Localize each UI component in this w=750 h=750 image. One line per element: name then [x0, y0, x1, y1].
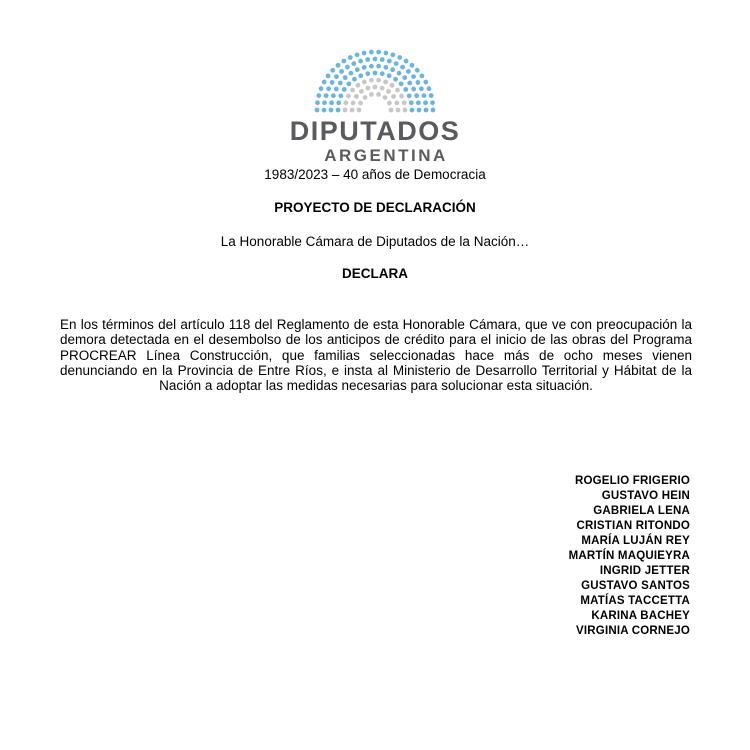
signatories-list	[569, 474, 690, 639]
signatory: KARINA BACHEY	[591, 610, 690, 622]
signatory: CRISTIAN RITONDO	[576, 520, 690, 532]
logo-country: ARGENTINA	[324, 146, 448, 165]
declaration-body: En los términos del artículo 118 del Reglamento de esta Honorable Cámara, que ve con preocupación la demora detectada en el desembolso de los anticipos de crédito para el inicio de las obras del Programa PROCREAR Línea Construcción, que familias seleccionadas hace más de ocho meses vienen denunciando en la Provincia de Entre Ríos, e insta al Ministerio de Desarrollo Territorial y Hábitat de la Nación a adoptar las medidas necesarias para solucionar esta situación.	[60, 317, 692, 394]
signatory: VIRGINIA CORNEJO	[576, 625, 690, 637]
signatory: ROGELIO FRIGERIO	[574, 475, 690, 487]
preamble: La Honorable Cámara de Diputados de la Nación…	[220, 234, 530, 249]
signatory: MARÍA LUJÁN REY	[581, 535, 690, 547]
hemicycle-logo-icon	[295, 46, 455, 114]
signatory: GUSTAVO HEIN	[601, 490, 690, 502]
signatory: MARTÍN MAQUIEYRA	[568, 550, 690, 562]
signatory: GUSTAVO SANTOS	[581, 580, 690, 592]
signatory: INGRID JETTER	[599, 565, 690, 577]
declares-heading: DECLARA	[342, 266, 408, 281]
signatory: MATÍAS TACCETTA	[580, 595, 690, 607]
signatory: GABRIELA LENA	[593, 505, 690, 517]
motto: 1983/2023 – 40 años de Democracia	[264, 167, 486, 182]
logo-name: DIPUTADOS	[289, 116, 461, 146]
document-type: PROYECTO DE DECLARACIÓN	[274, 200, 476, 215]
diputados-logo	[0, 46, 750, 114]
